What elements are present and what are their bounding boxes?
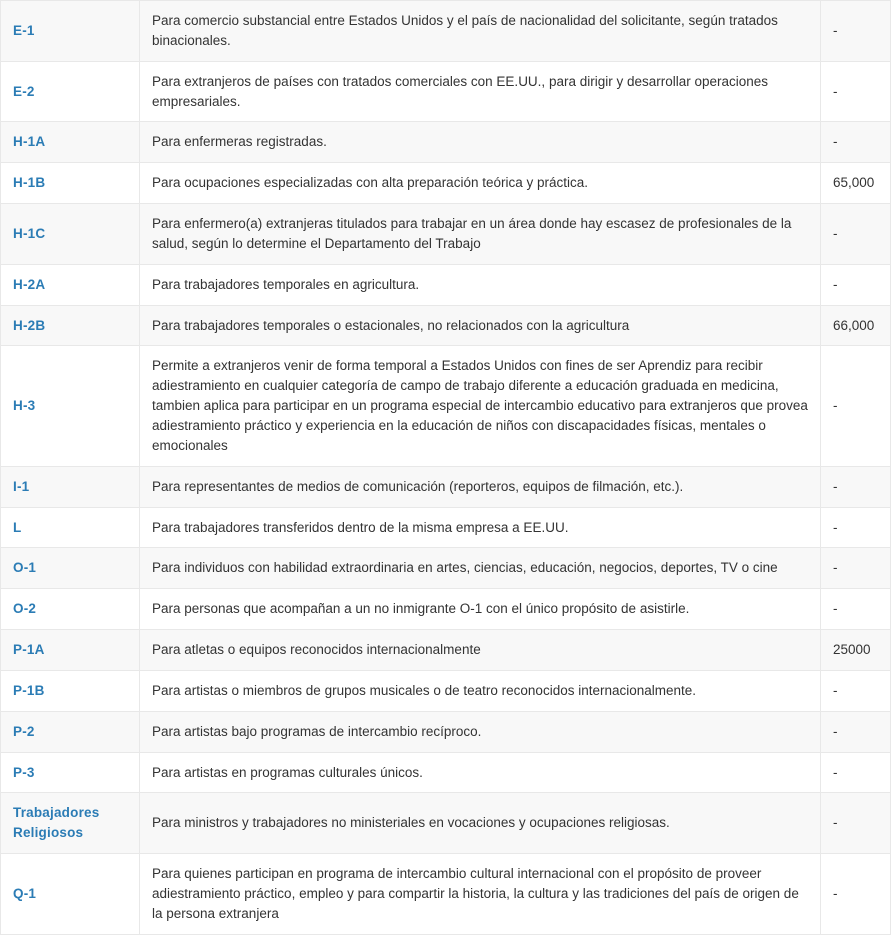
table-row <box>1 163 891 204</box>
visa-code-cell: H-2B <box>1 305 140 346</box>
visa-annual-cap-cell: - <box>821 854 891 935</box>
visa-annual-cap-cell: - <box>821 346 891 466</box>
visa-annual-cap-cell: - <box>821 711 891 752</box>
table-row <box>1 264 891 305</box>
visa-annual-cap-cell: - <box>821 548 891 589</box>
visa-description-cell: Para personas que acompañan a un no inmigrante O-1 con el único propósito de asistirle. <box>140 589 821 630</box>
visa-annual-cap-cell: - <box>821 507 891 548</box>
visa-code-cell: H-2A <box>1 264 140 305</box>
visa-annual-cap-cell: 25000 <box>821 630 891 671</box>
table-row <box>1 670 891 711</box>
visa-annual-cap-cell: - <box>821 204 891 265</box>
visa-description-cell: Para enfermero(a) extranjeras titulados para trabajar en un área donde hay escasez de profesionales de la salud, según lo determine el Departamento del Trabajo <box>140 204 821 265</box>
table-row <box>1 346 891 466</box>
visa-code-cell: E-2 <box>1 61 140 122</box>
table-row <box>1 1 891 62</box>
visa-description-cell: Para representantes de medios de comunicación (reporteros, equipos de filmación, etc.). <box>140 466 821 507</box>
visa-table-body <box>1 1 891 935</box>
visa-description-cell: Para trabajadores transferidos dentro de la misma empresa a EE.UU. <box>140 507 821 548</box>
visa-code-cell: P-1B <box>1 670 140 711</box>
visa-code-cell: E-1 <box>1 1 140 62</box>
table-row <box>1 854 891 935</box>
visa-description-cell: Para comercio substancial entre Estados Unidos y el país de nacionalidad del solicitante, según tratados binacionales. <box>140 1 821 62</box>
visa-code-cell: I-1 <box>1 466 140 507</box>
visa-description-cell: Para extranjeros de países con tratados comerciales con EE.UU., para dirigir y desarrollar operaciones empresariales. <box>140 61 821 122</box>
table-row <box>1 305 891 346</box>
visa-annual-cap-cell: - <box>821 793 891 854</box>
table-row <box>1 466 891 507</box>
visa-annual-cap-cell: 66,000 <box>821 305 891 346</box>
visa-description-cell: Para quienes participan en programa de intercambio cultural internacional con el propósito de proveer adiestramiento práctico, empleo y para compartir la historia, la cultura y las tradiciones del país de origen de la persona extranjera <box>140 854 821 935</box>
visa-code-cell: P-1A <box>1 630 140 671</box>
visa-description-cell: Para individuos con habilidad extraordinaria en artes, ciencias, educación, negocios, deportes, TV o cine <box>140 548 821 589</box>
table-row <box>1 204 891 265</box>
visa-description-cell: Para ministros y trabajadores no ministeriales en vocaciones y ocupaciones religiosas. <box>140 793 821 854</box>
table-row <box>1 548 891 589</box>
visa-annual-cap-cell: - <box>821 264 891 305</box>
visa-code-cell: O-1 <box>1 548 140 589</box>
table-row <box>1 61 891 122</box>
visa-annual-cap-cell: - <box>821 589 891 630</box>
visa-code-cell: O-2 <box>1 589 140 630</box>
table-row <box>1 711 891 752</box>
table-row <box>1 752 891 793</box>
visa-code-cell: L <box>1 507 140 548</box>
visa-code-cell: Q-1 <box>1 854 140 935</box>
visa-description-cell: Para ocupaciones especializadas con alta preparación teórica y práctica. <box>140 163 821 204</box>
table-row <box>1 793 891 854</box>
visa-annual-cap-cell: - <box>821 122 891 163</box>
visa-description-cell: Para artistas bajo programas de intercambio recíproco. <box>140 711 821 752</box>
visa-code-cell: Trabajadores Religiosos <box>1 793 140 854</box>
visa-description-cell: Para artistas o miembros de grupos musicales o de teatro reconocidos internacionalmente. <box>140 670 821 711</box>
visa-code-cell: P-2 <box>1 711 140 752</box>
visa-description-cell: Para enfermeras registradas. <box>140 122 821 163</box>
visa-annual-cap-cell: - <box>821 1 891 62</box>
visa-annual-cap-cell: 65,000 <box>821 163 891 204</box>
table-row <box>1 589 891 630</box>
visa-annual-cap-cell: - <box>821 61 891 122</box>
visa-code-cell: H-1B <box>1 163 140 204</box>
visa-code-cell: P-3 <box>1 752 140 793</box>
visa-description-cell: Para trabajadores temporales o estacionales, no relacionados con la agricultura <box>140 305 821 346</box>
visa-annual-cap-cell: - <box>821 752 891 793</box>
table-row <box>1 507 891 548</box>
visa-description-cell: Para trabajadores temporales en agricultura. <box>140 264 821 305</box>
visa-code-cell: H-3 <box>1 346 140 466</box>
visa-code-cell: H-1A <box>1 122 140 163</box>
table-row <box>1 122 891 163</box>
visa-code-cell: H-1C <box>1 204 140 265</box>
visa-description-cell: Para artistas en programas culturales únicos. <box>140 752 821 793</box>
visa-description-cell: Permite a extranjeros venir de forma temporal a Estados Unidos con fines de ser Aprendiz para recibir adiestramiento en cualquier categoría de campo de trabajo diferente a educación graduada en medicina, tambien aplica para participar en un programa especial de intercambio educativo para extranjeros que provea adiestramiento práctico y experiencia en la educación de niños con discapacidades físicas, mentales o emocionales <box>140 346 821 466</box>
visa-annual-cap-cell: - <box>821 466 891 507</box>
table-row <box>1 630 891 671</box>
visa-annual-cap-cell: - <box>821 670 891 711</box>
visa-description-cell: Para atletas o equipos reconocidos internacionalmente <box>140 630 821 671</box>
